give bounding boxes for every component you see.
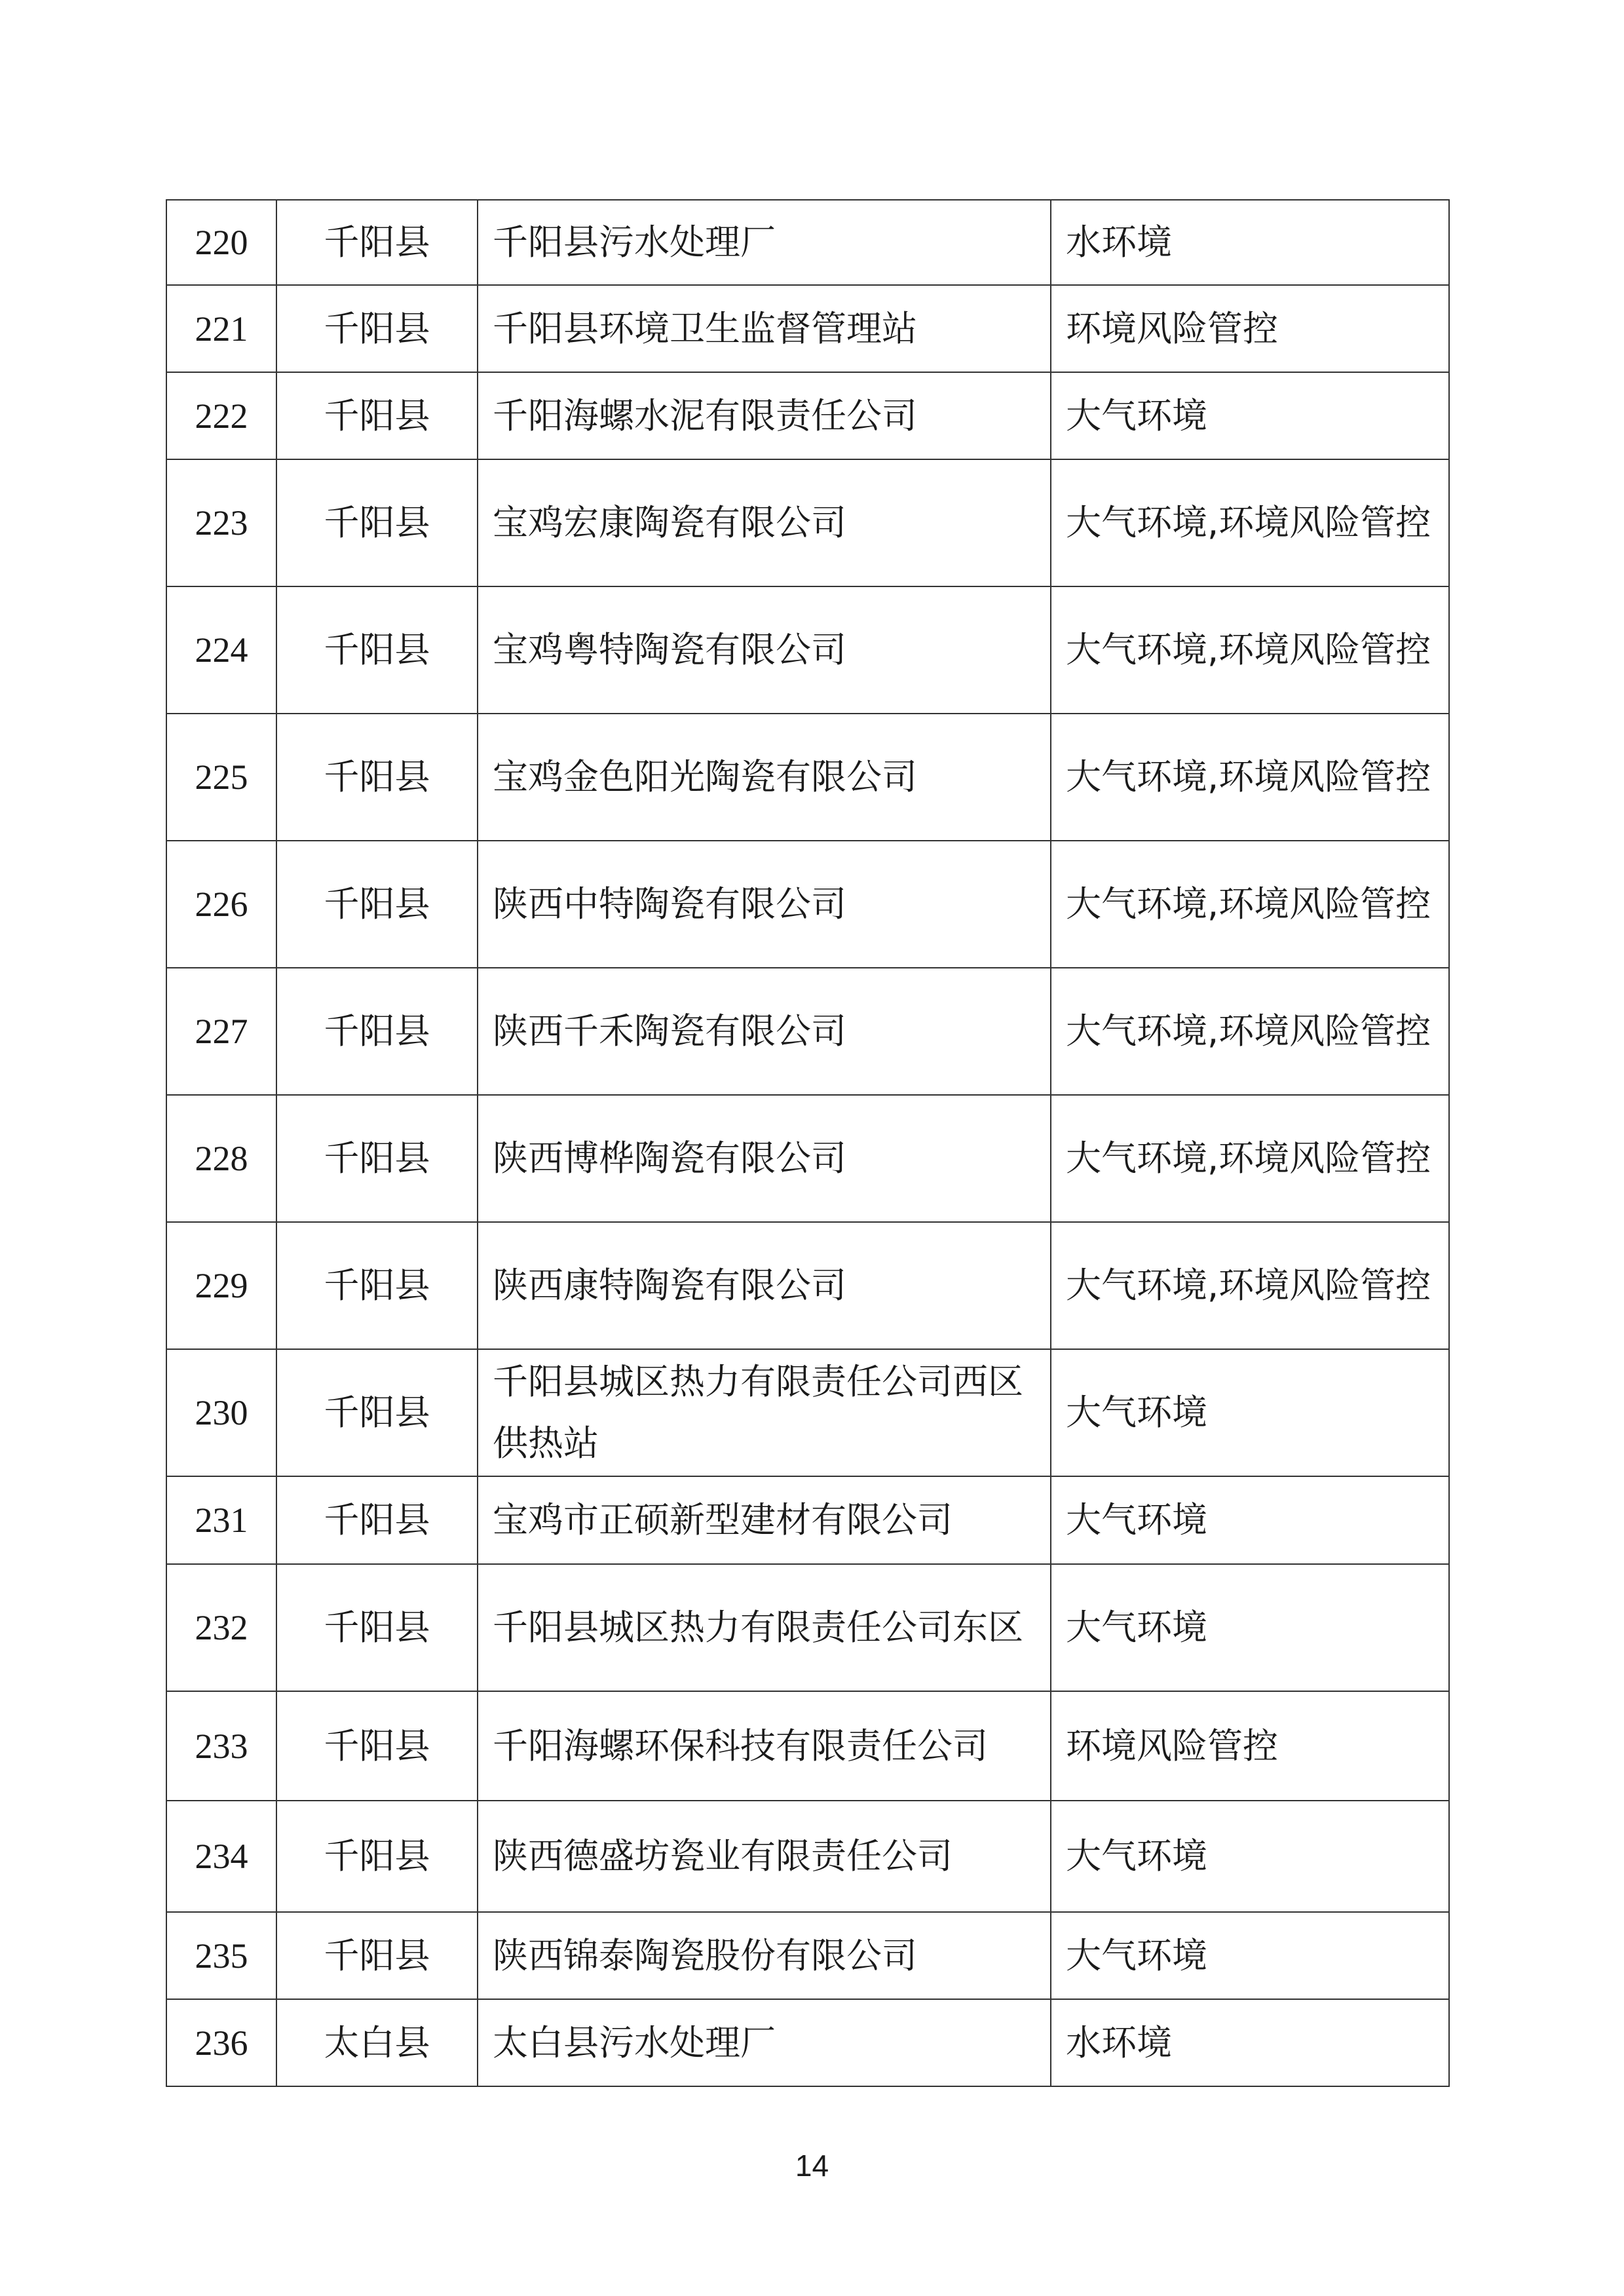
row-number: 231 [166,1476,276,1564]
row-number: 222 [166,372,276,459]
unit-name-cell: 千阳县环境卫生监督管理站 [478,285,1051,372]
unit-name-cell: 陕西千禾陶瓷有限公司 [478,968,1051,1095]
category-cell: 大气环境,环境风险管控 [1051,714,1449,841]
category-cell: 大气环境,环境风险管控 [1051,968,1449,1095]
unit-name-cell: 陕西康特陶瓷有限公司 [478,1222,1051,1349]
county-cell: 千阳县 [276,1349,478,1476]
table-row [166,1912,1449,1999]
category-cell: 水环境 [1051,200,1449,285]
county-cell: 太白县 [276,1999,478,2086]
table-row [166,968,1449,1095]
unit-name-cell: 千阳海螺环保科技有限责任公司 [478,1691,1051,1801]
row-number: 223 [166,459,276,586]
row-number: 230 [166,1349,276,1476]
table-row [166,459,1449,586]
unit-name-cell: 千阳县城区热力有限责任公司东区 [478,1564,1051,1691]
county-cell: 千阳县 [276,285,478,372]
county-cell: 千阳县 [276,586,478,714]
row-number: 221 [166,285,276,372]
registry-table-body [166,200,1449,2086]
category-cell: 大气环境 [1051,372,1449,459]
category-cell: 大气环境,环境风险管控 [1051,1095,1449,1222]
county-cell: 千阳县 [276,1476,478,1564]
category-cell: 大气环境 [1051,1564,1449,1691]
category-cell: 大气环境,环境风险管控 [1051,586,1449,714]
row-number: 232 [166,1564,276,1691]
table-row [166,372,1449,459]
county-cell: 千阳县 [276,1095,478,1222]
category-cell: 大气环境 [1051,1801,1449,1912]
county-cell: 千阳县 [276,200,478,285]
category-cell: 水环境 [1051,1999,1449,2086]
unit-name-cell: 宝鸡宏康陶瓷有限公司 [478,459,1051,586]
unit-name-cell: 宝鸡金色阳光陶瓷有限公司 [478,714,1051,841]
table-row [166,1349,1449,1476]
table-row [166,1476,1449,1564]
category-cell: 环境风险管控 [1051,1691,1449,1801]
category-cell: 大气环境 [1051,1349,1449,1476]
county-cell: 千阳县 [276,1691,478,1801]
unit-name-cell: 陕西德盛坊瓷业有限责任公司 [478,1801,1051,1912]
row-number: 236 [166,1999,276,2086]
page-number: 14 [795,2149,829,2183]
table-row [166,1801,1449,1912]
table-row [166,586,1449,714]
table-row [166,841,1449,968]
unit-name-cell: 陕西中特陶瓷有限公司 [478,841,1051,968]
row-number: 234 [166,1801,276,1912]
category-cell: 大气环境 [1051,1476,1449,1564]
county-cell: 千阳县 [276,968,478,1095]
unit-name-cell: 宝鸡粤特陶瓷有限公司 [478,586,1051,714]
table-row [166,1222,1449,1349]
category-cell: 大气环境,环境风险管控 [1051,841,1449,968]
county-cell: 千阳县 [276,372,478,459]
county-cell: 千阳县 [276,1801,478,1912]
row-number: 229 [166,1222,276,1349]
county-cell: 千阳县 [276,1222,478,1349]
unit-name-cell: 千阳县城区热力有限责任公司西区供热站 [478,1349,1051,1476]
table-row [166,285,1449,372]
row-number: 227 [166,968,276,1095]
county-cell: 千阳县 [276,714,478,841]
row-number: 228 [166,1095,276,1222]
unit-name-cell: 太白县污水处理厂 [478,1999,1051,2086]
category-cell: 大气环境,环境风险管控 [1051,1222,1449,1349]
unit-name-cell: 陕西博桦陶瓷有限公司 [478,1095,1051,1222]
category-cell: 大气环境,环境风险管控 [1051,459,1449,586]
table-row [166,1999,1449,2086]
unit-name-cell: 宝鸡市正硕新型建材有限公司 [478,1476,1051,1564]
row-number: 233 [166,1691,276,1801]
row-number: 225 [166,714,276,841]
table-row [166,1564,1449,1691]
table-row [166,714,1449,841]
row-number: 235 [166,1912,276,1999]
county-cell: 千阳县 [276,1912,478,1999]
county-cell: 千阳县 [276,841,478,968]
table-row [166,1691,1449,1801]
table-row [166,1095,1449,1222]
row-number: 220 [166,200,276,285]
unit-name-cell: 陕西锦泰陶瓷股份有限公司 [478,1912,1051,1999]
category-cell: 大气环境 [1051,1912,1449,1999]
enterprise-registry-table [166,199,1450,2087]
county-cell: 千阳县 [276,1564,478,1691]
row-number: 224 [166,586,276,714]
unit-name-cell: 千阳海螺水泥有限责任公司 [478,372,1051,459]
row-number: 226 [166,841,276,968]
unit-name-cell: 千阳县污水处理厂 [478,200,1051,285]
table-row [166,200,1449,285]
county-cell: 千阳县 [276,459,478,586]
category-cell: 环境风险管控 [1051,285,1449,372]
